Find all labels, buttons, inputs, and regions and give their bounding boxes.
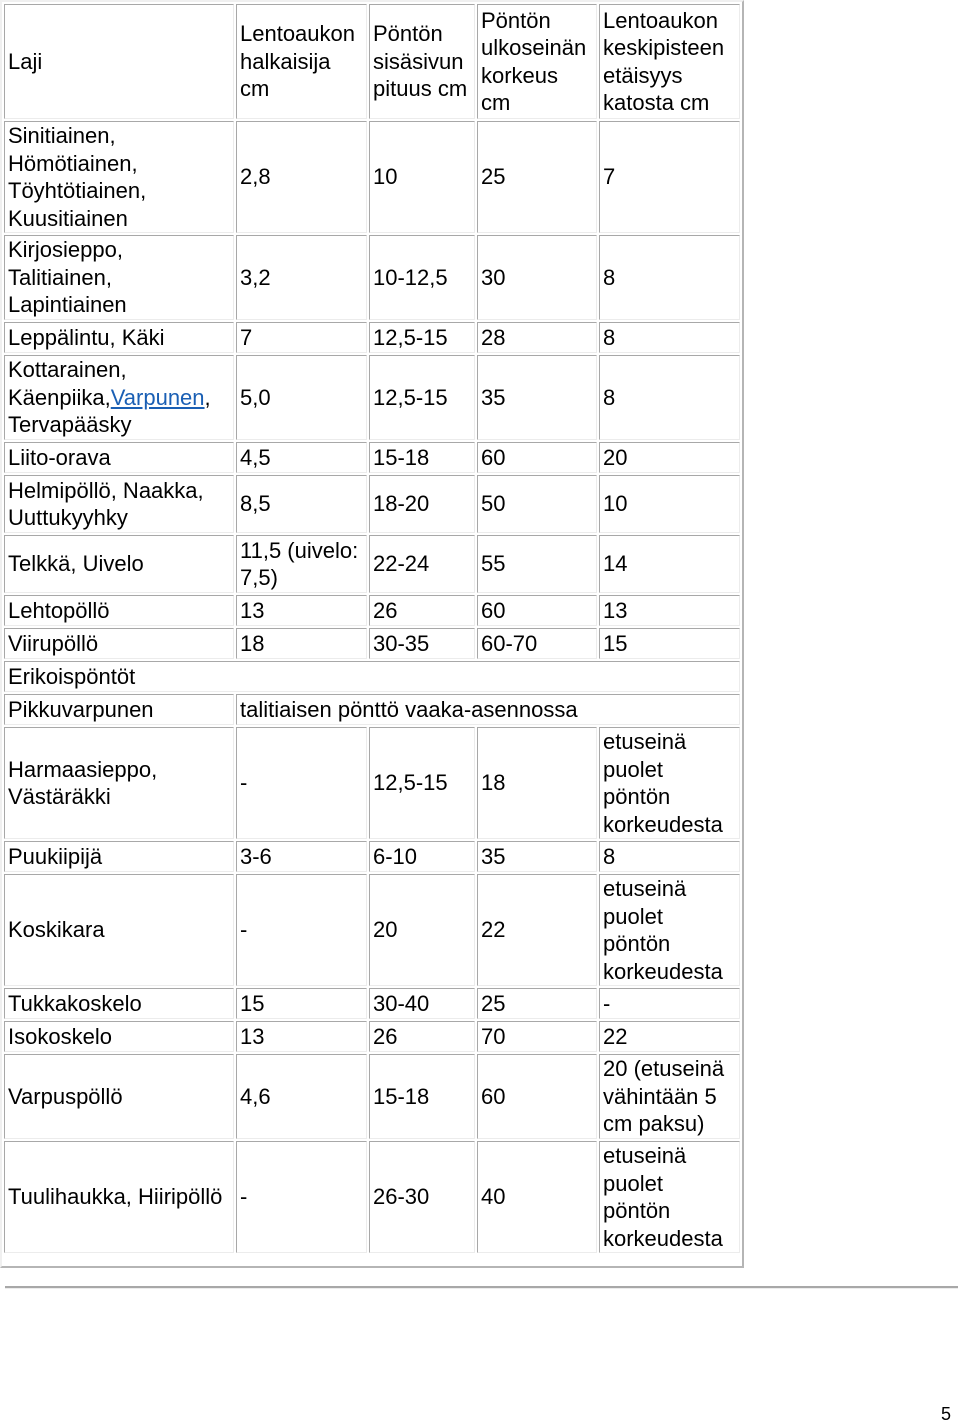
species-cell (4, 355, 234, 440)
inner-side-cell: 15-18 (369, 442, 475, 473)
distance-cell: - (599, 988, 740, 1019)
distance-cell: etuseinä puolet pöntön korkeudesta (599, 874, 740, 986)
diameter-cell: 11,5 (uivelo: 7,5) (236, 535, 367, 593)
species-text: , Tervapääsky (8, 384, 211, 438)
outer-height-cell: 18 (477, 727, 597, 839)
diameter-cell: 13 (236, 1021, 367, 1052)
outer-height-cell: 25 (477, 988, 597, 1019)
outer-height-cell: 60-70 (477, 628, 597, 659)
table-row (4, 355, 740, 440)
table-row (4, 121, 740, 233)
page-number: 5 (941, 1404, 952, 1424)
diameter-cell: - (236, 727, 367, 839)
table-row (4, 1141, 740, 1253)
header-halkaisija: Lentoaukon halkaisija cm (236, 4, 367, 119)
inner-side-cell: 26 (369, 595, 475, 626)
diameter-cell: 18 (236, 628, 367, 659)
nest-box-table (2, 2, 742, 1255)
header-etaisyys: Lentoaukon keskipisteen etäisyys katosta cm (599, 4, 740, 119)
diameter-cell: 3-6 (236, 841, 367, 872)
diameter-cell: - (236, 874, 367, 986)
inner-side-cell: 22-24 (369, 535, 475, 593)
species-cell: Pikkuvarpunen (4, 694, 234, 725)
outer-height-cell: 60 (477, 595, 597, 626)
table-header-row (4, 4, 740, 119)
table-row (4, 235, 740, 320)
diameter-cell: 7 (236, 322, 367, 353)
distance-cell: 14 (599, 535, 740, 593)
distance-cell: 10 (599, 475, 740, 533)
table-row (4, 1054, 740, 1139)
outer-height-cell: 50 (477, 475, 597, 533)
diameter-cell: 8,5 (236, 475, 367, 533)
distance-cell: 8 (599, 322, 740, 353)
species-cell: Viirupöllö (4, 628, 234, 659)
outer-height-cell: 60 (477, 442, 597, 473)
species-cell: Sinitiainen, Hömötiainen, Töyhtötiainen, Kuusitiainen (4, 121, 234, 233)
horizontal-rule (5, 1286, 958, 1289)
outer-height-cell: 25 (477, 121, 597, 233)
distance-cell: etuseinä puolet pöntön korkeudesta (599, 1141, 740, 1253)
species-cell: Liito-orava (4, 442, 234, 473)
section-row (4, 661, 740, 692)
species-cell: Tukkakoskelo (4, 988, 234, 1019)
table-row (4, 874, 740, 986)
diameter-cell: 4,5 (236, 442, 367, 473)
species-text: Kottarainen, Käenpiika, (8, 357, 127, 410)
distance-cell: 15 (599, 628, 740, 659)
diameter-cell: 2,8 (236, 121, 367, 233)
table-row (4, 628, 740, 659)
inner-side-cell: 30-40 (369, 988, 475, 1019)
diameter-cell: - (236, 1141, 367, 1253)
table-row (4, 442, 740, 473)
header-sisasivu: Pöntön sisäsivun pituus cm (369, 4, 475, 119)
table-row (4, 727, 740, 839)
outer-height-cell: 35 (477, 355, 597, 440)
outer-height-cell: 28 (477, 322, 597, 353)
table-row (4, 535, 740, 593)
inner-side-cell: 10-12,5 (369, 235, 475, 320)
species-cell: Isokoskelo (4, 1021, 234, 1052)
table-row (4, 475, 740, 533)
distance-cell: 8 (599, 235, 740, 320)
distance-cell: 20 (etuseinä vähintään 5 cm paksu) (599, 1054, 740, 1139)
outer-height-cell: 40 (477, 1141, 597, 1253)
table-row (4, 841, 740, 872)
outer-height-cell: 60 (477, 1054, 597, 1139)
inner-side-cell: 26-30 (369, 1141, 475, 1253)
species-cell: Helmipöllö, Naakka, Uuttukyyhky (4, 475, 234, 533)
inner-side-cell: 12,5-15 (369, 322, 475, 353)
outer-height-cell: 55 (477, 535, 597, 593)
outer-height-cell: 35 (477, 841, 597, 872)
diameter-cell: 5,0 (236, 355, 367, 440)
inner-side-cell: 20 (369, 874, 475, 986)
inner-side-cell: 12,5-15 (369, 355, 475, 440)
inner-side-cell: 30-35 (369, 628, 475, 659)
species-cell: Koskikara (4, 874, 234, 986)
distance-cell: 20 (599, 442, 740, 473)
varpunen-link[interactable]: Varpunen (110, 384, 205, 410)
table-row (4, 595, 740, 626)
outer-height-cell: 22 (477, 874, 597, 986)
outer-height-cell: 70 (477, 1021, 597, 1052)
distance-cell: 8 (599, 355, 740, 440)
species-cell: Telkkä, Uivelo (4, 535, 234, 593)
diameter-cell: 15 (236, 988, 367, 1019)
inner-side-cell: 6-10 (369, 841, 475, 872)
distance-cell: 22 (599, 1021, 740, 1052)
table-row (4, 694, 740, 725)
diameter-cell: 13 (236, 595, 367, 626)
special-section-label: Erikoispöntöt (4, 661, 740, 692)
species-cell: Kirjosieppo, Talitiainen, Lapintiainen (4, 235, 234, 320)
inner-side-cell: 18-20 (369, 475, 475, 533)
distance-cell: 13 (599, 595, 740, 626)
species-cell: Harmaasieppo, Västäräkki (4, 727, 234, 839)
header-laji: Laji (4, 4, 234, 119)
note-cell: talitiaisen pönttö vaaka-asennossa (236, 694, 740, 725)
outer-height-cell: 30 (477, 235, 597, 320)
inner-side-cell: 15-18 (369, 1054, 475, 1139)
table-row (4, 322, 740, 353)
species-cell: Tuulihaukka, Hiiripöllö (4, 1141, 234, 1253)
species-cell: Lehtopöllö (4, 595, 234, 626)
inner-side-cell: 26 (369, 1021, 475, 1052)
distance-cell: 8 (599, 841, 740, 872)
distance-cell: 7 (599, 121, 740, 233)
inner-side-cell: 10 (369, 121, 475, 233)
table-row (4, 988, 740, 1019)
species-cell: Leppälintu, Käki (4, 322, 234, 353)
distance-cell: etuseinä puolet pöntön korkeudesta (599, 727, 740, 839)
species-cell: Puukiipijä (4, 841, 234, 872)
species-cell: Varpuspöllö (4, 1054, 234, 1139)
diameter-cell: 3,2 (236, 235, 367, 320)
header-ulkoseina: Pöntön ulkoseinän korkeus cm (477, 4, 597, 119)
inner-side-cell: 12,5-15 (369, 727, 475, 839)
diameter-cell: 4,6 (236, 1054, 367, 1139)
table-row (4, 1021, 740, 1052)
